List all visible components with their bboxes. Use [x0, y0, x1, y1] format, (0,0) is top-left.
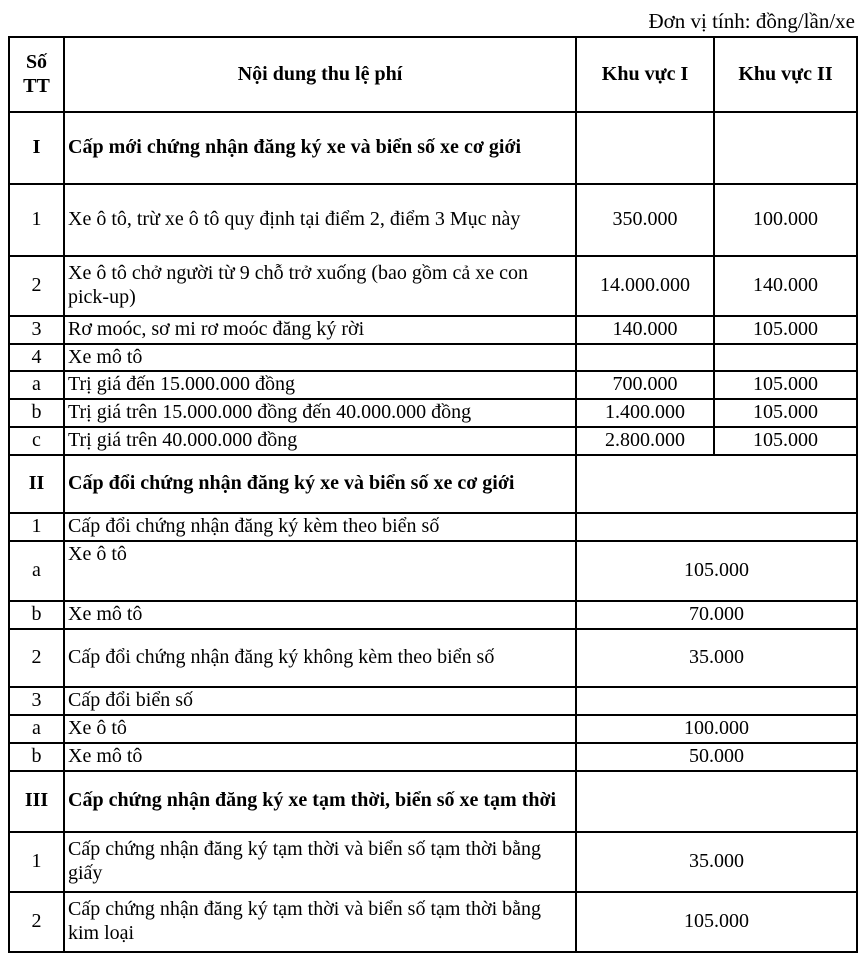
table-row [9, 316, 857, 344]
table-row [9, 743, 857, 771]
fee-value-zone2: 105.000 [714, 316, 857, 344]
table-row [9, 427, 857, 455]
table-row [9, 344, 857, 372]
row-number: 4 [9, 344, 64, 372]
fee-value-zone1: 350.000 [576, 184, 714, 256]
row-content: Cấp chứng nhận đăng ký tạm thời và biển số tạm thời bằng giấy [64, 832, 576, 892]
table-header-row [9, 37, 857, 112]
row-number: II [9, 455, 64, 513]
fee-value-zone2 [714, 344, 857, 372]
row-content: Xe mô tô [64, 344, 576, 372]
row-number: 3 [9, 316, 64, 344]
row-number: c [9, 427, 64, 455]
row-number: 1 [9, 513, 64, 541]
fee-value-merged: 105.000 [576, 892, 857, 952]
fee-value-merged: 35.000 [576, 832, 857, 892]
table-row [9, 687, 857, 715]
row-number: b [9, 601, 64, 629]
row-content: Cấp mới chứng nhận đăng ký xe và biển số xe cơ giới [64, 112, 576, 184]
table-row [9, 832, 857, 892]
table-row [9, 771, 857, 832]
header-zone1: Khu vực I [576, 37, 714, 112]
fee-value-merged [576, 455, 857, 513]
row-content: Trị giá trên 40.000.000 đồng [64, 427, 576, 455]
fee-value-merged [576, 771, 857, 832]
row-content: Cấp chứng nhận đăng ký tạm thời và biển số tạm thời bằng kim loại [64, 892, 576, 952]
table-row [9, 892, 857, 952]
row-number: a [9, 541, 64, 601]
fee-value-zone1 [576, 344, 714, 372]
row-content: Xe ô tô, trừ xe ô tô quy định tại điểm 2, điểm 3 Mục này [64, 184, 576, 256]
fee-value-merged [576, 687, 857, 715]
fee-value-zone2: 105.000 [714, 427, 857, 455]
fee-value-zone2: 100.000 [714, 184, 857, 256]
row-content: Xe ô tô [64, 541, 576, 601]
fee-value-merged: 105.000 [576, 541, 857, 601]
row-content: Cấp đổi chứng nhận đăng ký không kèm theo biển số [64, 629, 576, 687]
table-row [9, 184, 857, 256]
table-row [9, 399, 857, 427]
table-row [9, 715, 857, 743]
row-content: Xe mô tô [64, 601, 576, 629]
fee-value-zone2: 105.000 [714, 371, 857, 399]
row-number: 2 [9, 256, 64, 316]
row-content: Cấp chứng nhận đăng ký xe tạm thời, biển số xe tạm thời [64, 771, 576, 832]
row-content: Xe mô tô [64, 743, 576, 771]
table-row [9, 371, 857, 399]
unit-note: Đơn vị tính: đồng/lần/xe [648, 9, 855, 33]
table-row [9, 455, 857, 513]
row-number: 2 [9, 629, 64, 687]
row-number: 3 [9, 687, 64, 715]
fee-table [8, 36, 858, 953]
row-number: b [9, 743, 64, 771]
row-number: b [9, 399, 64, 427]
fee-value-zone2: 140.000 [714, 256, 857, 316]
fee-value-zone1: 140.000 [576, 316, 714, 344]
fee-value-merged: 50.000 [576, 743, 857, 771]
table-row [9, 513, 857, 541]
row-content: Cấp đổi chứng nhận đăng ký xe và biển số xe cơ giới [64, 455, 576, 513]
row-number: 1 [9, 832, 64, 892]
table-row [9, 112, 857, 184]
fee-value-zone2 [714, 112, 857, 184]
fee-value-zone1: 700.000 [576, 371, 714, 399]
fee-value-zone1: 2.800.000 [576, 427, 714, 455]
row-content: Xe ô tô chở người từ 9 chỗ trở xuống (bao gồm cả xe con pick-up) [64, 256, 576, 316]
row-content: Cấp đổi biển số [64, 687, 576, 715]
fee-value-zone1 [576, 112, 714, 184]
fee-value-zone2: 105.000 [714, 399, 857, 427]
header-zone2: Khu vực II [714, 37, 857, 112]
row-number: a [9, 715, 64, 743]
row-number: I [9, 112, 64, 184]
fee-value-zone1: 1.400.000 [576, 399, 714, 427]
fee-value-zone1: 14.000.000 [576, 256, 714, 316]
table-row [9, 629, 857, 687]
table-row [9, 541, 857, 601]
fee-value-merged: 70.000 [576, 601, 857, 629]
row-number: III [9, 771, 64, 832]
row-number: 2 [9, 892, 64, 952]
row-content: Trị giá đến 15.000.000 đồng [64, 371, 576, 399]
row-content: Cấp đổi chứng nhận đăng ký kèm theo biển số [64, 513, 576, 541]
row-number: a [9, 371, 64, 399]
row-number: 1 [9, 184, 64, 256]
table-row [9, 256, 857, 316]
fee-value-merged [576, 513, 857, 541]
row-content: Rơ moóc, sơ mi rơ moóc đăng ký rời [64, 316, 576, 344]
fee-value-merged: 35.000 [576, 629, 857, 687]
header-content: Nội dung thu lệ phí [64, 37, 576, 112]
header-stt: Số TT [9, 37, 64, 112]
table-row [9, 601, 857, 629]
row-content: Xe ô tô [64, 715, 576, 743]
fee-value-merged: 100.000 [576, 715, 857, 743]
row-content: Trị giá trên 15.000.000 đồng đến 40.000.000 đồng [64, 399, 576, 427]
